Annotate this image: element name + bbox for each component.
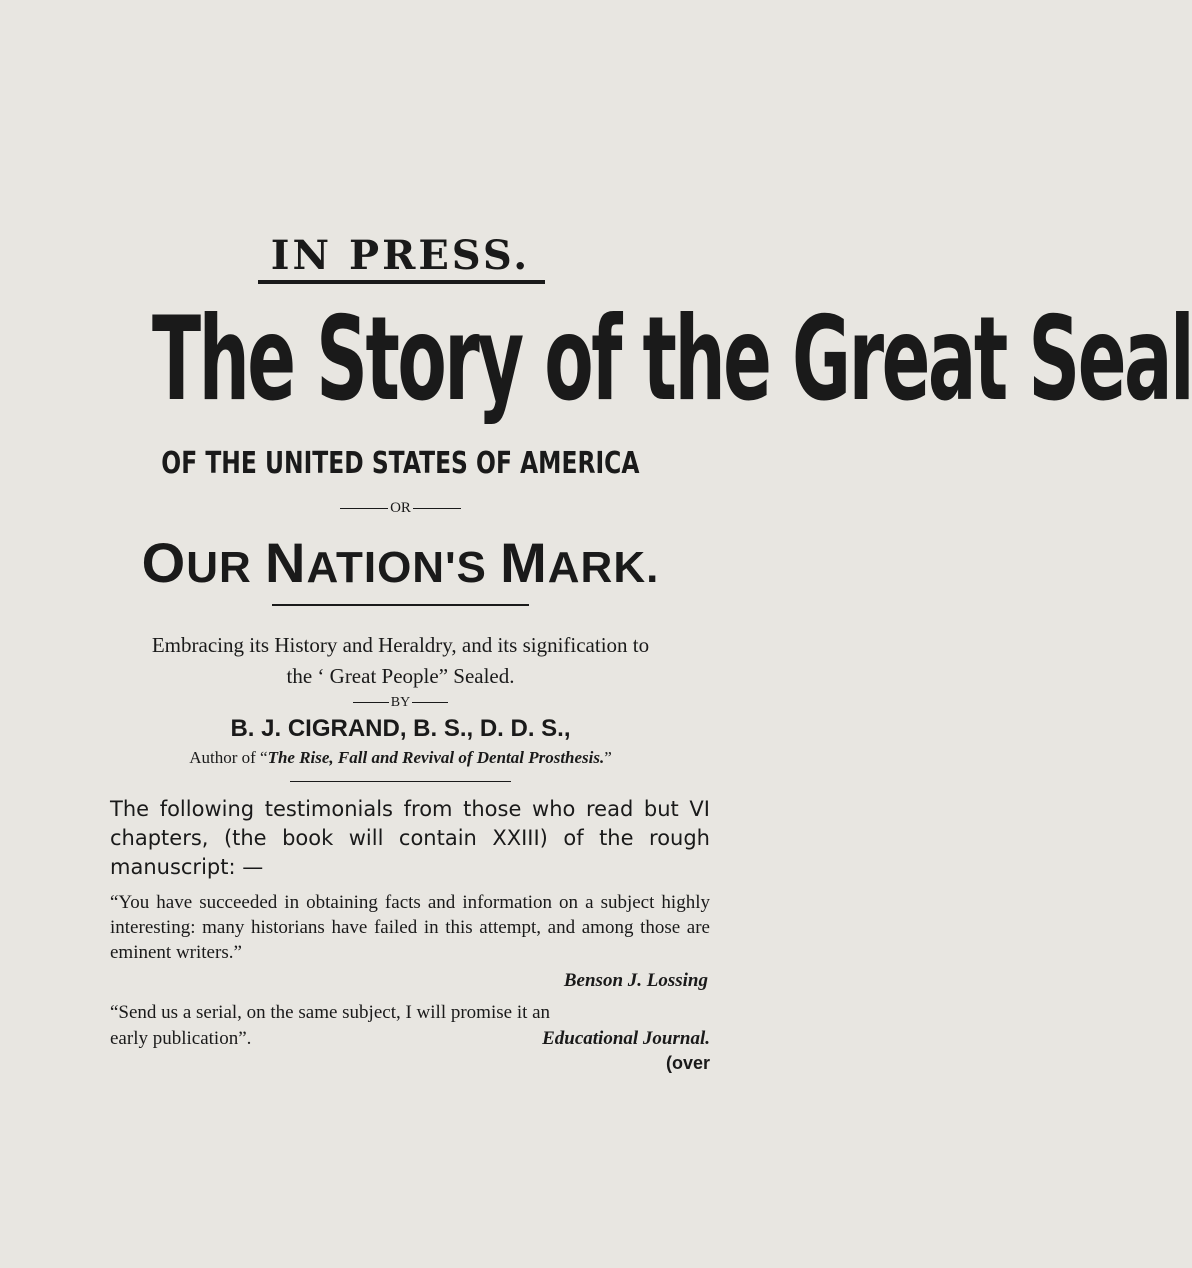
in-press-underline <box>258 280 545 284</box>
or-text: OR <box>390 500 411 516</box>
author-of-suffix: ” <box>604 748 612 767</box>
testimonial-2-author: Educational Journal. <box>542 1028 710 1049</box>
author-name: B. J. CIGRAND, B. S., D. D. S., <box>230 715 571 742</box>
dash-right <box>413 508 461 509</box>
author-rule <box>290 781 511 782</box>
book-title: The Story of the Great Seal <box>152 292 1192 427</box>
dash-right <box>412 702 448 703</box>
author-of-prefix: Author of “ <box>189 748 268 767</box>
testimonial-2 <box>110 1000 710 1052</box>
description-line-2: the ‘ Great People” Sealed. <box>286 664 515 688</box>
title-rule <box>272 604 529 606</box>
or-separator <box>0 498 801 518</box>
testimonial-1-author: Benson J. Lossing <box>563 970 708 991</box>
author-credentials <box>0 747 801 769</box>
testimonial-2-row-2 <box>110 1026 710 1052</box>
testimonial-2-line-2: early publication”. <box>110 1028 252 1049</box>
dash-left <box>353 702 389 703</box>
description-line-1: Embracing its History and Heraldry, and its signification to <box>151 633 650 657</box>
in-press-heading: IN PRESS. <box>270 232 531 279</box>
testimonial-2-line-1: “Send us a serial, on the same subject, I will promise it an <box>110 1002 551 1023</box>
book-description <box>0 630 801 692</box>
alternate-title: OUR NATION'S MARK. <box>141 531 660 594</box>
page-turn-note: (over <box>665 1053 710 1073</box>
book-subtitle: OF THE UNITED STATES OF AMERICA <box>161 446 640 481</box>
by-separator <box>0 694 801 712</box>
previous-book-title: The Rise, Fall and Revival of Dental Prosthesis. <box>267 748 605 767</box>
dash-left <box>340 508 388 509</box>
testimonials-intro: The following testimonials from those who read but VI chapters, (the book will contain XXIII) of the rough manuscript: — <box>110 797 710 879</box>
testimonial-1: “You have succeeded in obtaining facts and information on a subject highly interesting: many historians have failed in this attempt, and among those are eminent writers.” <box>110 892 710 963</box>
by-text: BY <box>390 695 411 710</box>
